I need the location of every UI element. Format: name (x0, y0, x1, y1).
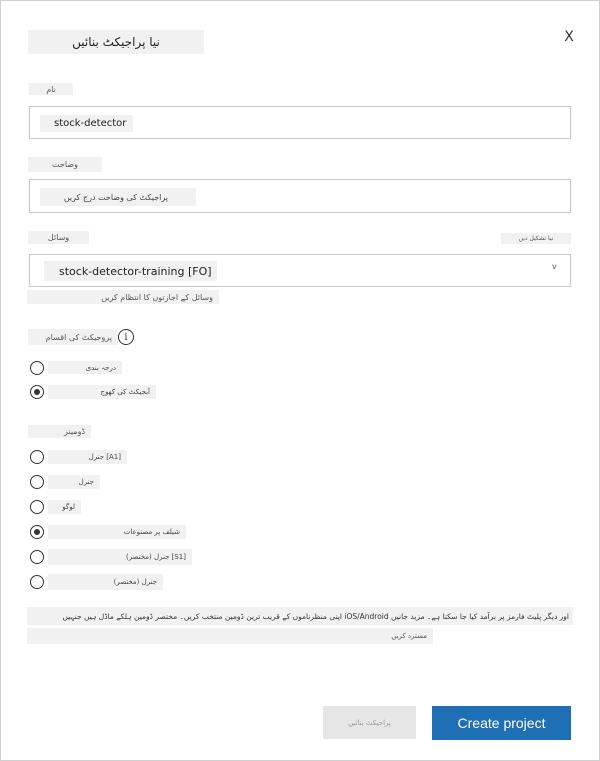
info-icon[interactable]: i (118, 329, 134, 345)
domain-description: اپنی منظرناموں کے قریب ترین ڈومین منتخب کریں۔ مختصر ڈومین ہلکے ماڈل ہیں جنہیں iOS/Android اور دیگر پلیٹ فارمز پر برآمد کیا جا سکتا ہے۔ مزید جانیں (27, 607, 573, 625)
chevron-down-icon[interactable]: v (552, 262, 557, 271)
radio-object-detection-label: آبجیکٹ کی کھوج (48, 385, 156, 399)
description-placeholder: پراجیکٹ کی وضاحت درج کریں (40, 188, 196, 206)
radio-domain-general-compact-s1[interactable] (30, 550, 44, 564)
radio-domain-products-on-shelves-label: شیلف پر مصنوعات (48, 525, 186, 539)
dialog-title: نیا پراجیکٹ بنائیں (28, 30, 204, 54)
radio-domain-general-compact[interactable] (30, 575, 44, 589)
description-label: وضاحت (28, 157, 102, 172)
domain-description-continued[interactable]: مسترد کریں (27, 628, 433, 644)
domains-label: ڈومینز (28, 425, 91, 438)
cancel-button[interactable]: پراجیکٹ بنائیں (323, 706, 416, 739)
manage-permissions-link[interactable]: وسائل کے اجازتوں کا انتظام کریں (27, 290, 219, 304)
radio-domain-general-compact-s1-label: جنرل (مختصر) [S1] (48, 549, 192, 565)
radio-classification-label: درجہ بندی (48, 361, 122, 374)
resource-label: وسائل (28, 231, 89, 244)
create-project-button[interactable]: Create project (432, 706, 571, 740)
name-value: stock-detector (40, 115, 133, 132)
radio-domain-logo-label: لوگو (48, 500, 81, 514)
close-button[interactable]: X (564, 29, 574, 45)
create-new-resource-link[interactable]: نیا تشکیل دیں (501, 233, 571, 244)
radio-domain-general-a1-label: جنرل [A1] (48, 450, 127, 464)
radio-domain-general-label: جنرل (48, 475, 100, 489)
name-label: نام (29, 83, 73, 95)
radio-domain-products-on-shelves[interactable] (30, 525, 44, 539)
resource-selected-value: stock-detector-training [FO] (44, 261, 217, 281)
radio-classification[interactable] (30, 361, 44, 375)
radio-domain-general-compact-label: جنرل (مختصر) (48, 574, 163, 590)
radio-domain-general-a1[interactable] (30, 450, 44, 464)
radio-domain-general[interactable] (30, 475, 44, 489)
radio-object-detection[interactable] (30, 385, 44, 399)
radio-domain-logo[interactable] (30, 500, 44, 514)
project-types-label: پروجیکٹ کی اقسام (28, 329, 118, 345)
